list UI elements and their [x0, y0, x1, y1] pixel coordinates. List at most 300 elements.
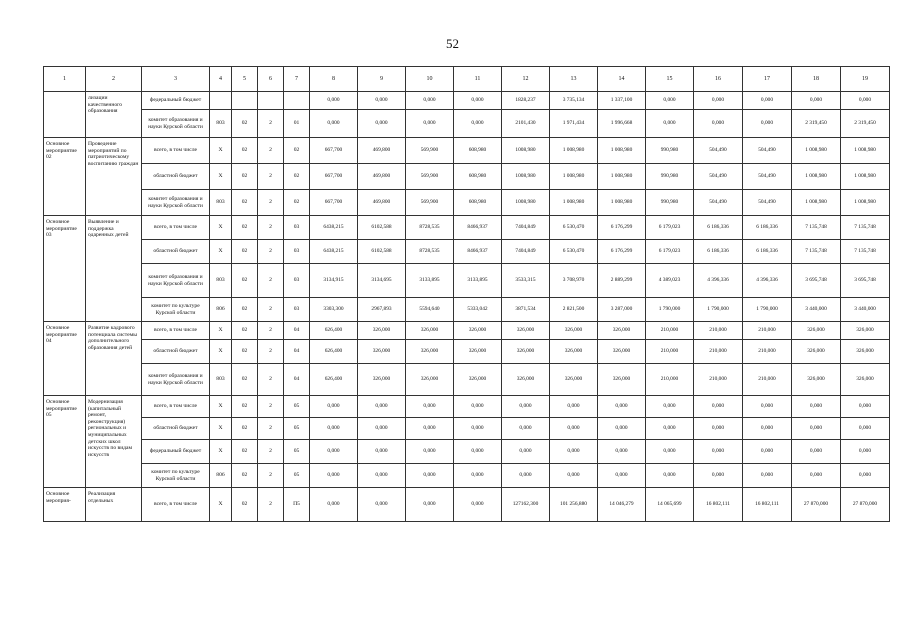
- code-cell: 02: [232, 340, 258, 364]
- amount-cell: 326,000: [502, 364, 550, 396]
- amount-cell: 1 971,434: [550, 110, 598, 138]
- amount-cell: 5594,640: [406, 298, 454, 322]
- amount-cell: 0,000: [841, 440, 890, 464]
- amount-cell: 0,000: [743, 418, 792, 440]
- column-header: 12: [502, 67, 550, 92]
- amount-cell: 0,000: [454, 396, 502, 418]
- table-row: [44, 298, 890, 322]
- amount-cell: 0,000: [358, 488, 406, 522]
- column-header: 4: [210, 67, 232, 92]
- amount-cell: 0,000: [646, 440, 694, 464]
- column-header: 8: [310, 67, 358, 92]
- amount-cell: 7404,849: [502, 240, 550, 264]
- code-cell: 2: [258, 396, 284, 418]
- budget-table: [43, 66, 890, 522]
- amount-cell: 990,980: [646, 138, 694, 164]
- amount-cell: 0,000: [310, 110, 358, 138]
- amount-cell: 667,700: [310, 190, 358, 216]
- code-cell: 02: [232, 190, 258, 216]
- code-cell: 2: [258, 340, 284, 364]
- code-cell: 02: [232, 440, 258, 464]
- column-header: 19: [841, 67, 890, 92]
- amount-cell: 1 008,980: [598, 164, 646, 190]
- amount-cell: 210,000: [646, 322, 694, 340]
- code-cell: 02: [232, 396, 258, 418]
- activity-number-cell: Основное мероприятие 02: [44, 138, 86, 216]
- table-row: [44, 264, 890, 298]
- amount-cell: 7 135,748: [841, 240, 890, 264]
- code-cell: Х: [210, 396, 232, 418]
- amount-cell: 6 176,299: [598, 240, 646, 264]
- code-cell: 02: [232, 264, 258, 298]
- amount-cell: 2 319,450: [841, 110, 890, 138]
- amount-cell: 0,000: [454, 418, 502, 440]
- amount-cell: 210,000: [694, 364, 743, 396]
- amount-cell: 2101,430: [502, 110, 550, 138]
- code-cell: [210, 92, 232, 110]
- amount-cell: 0,000: [406, 110, 454, 138]
- code-cell: 2: [258, 298, 284, 322]
- amount-cell: 0,000: [358, 464, 406, 488]
- activity-name-cell: Выявление и поддержка одаренных детей: [86, 216, 142, 322]
- amount-cell: 210,000: [743, 340, 792, 364]
- amount-cell: 608,980: [454, 190, 502, 216]
- amount-cell: 0,000: [743, 440, 792, 464]
- amount-cell: 667,700: [310, 138, 358, 164]
- code-cell: 2: [258, 440, 284, 464]
- amount-cell: 7 135,748: [792, 216, 841, 240]
- amount-cell: 0,000: [792, 440, 841, 464]
- amount-cell: 0,000: [358, 110, 406, 138]
- table-row: [44, 396, 890, 418]
- amount-cell: 2 319,450: [792, 110, 841, 138]
- funding-source-cell: всего, в том числе: [142, 138, 210, 164]
- amount-cell: 1 008,980: [841, 138, 890, 164]
- code-cell: 2: [258, 240, 284, 264]
- amount-cell: 0,000: [310, 396, 358, 418]
- amount-cell: 667,700: [310, 164, 358, 190]
- amount-cell: 326,000: [358, 322, 406, 340]
- amount-cell: 1 790,000: [646, 298, 694, 322]
- amount-cell: 0,000: [743, 92, 792, 110]
- amount-cell: 1 337,100: [598, 92, 646, 110]
- column-header: 17: [743, 67, 792, 92]
- code-cell: [284, 92, 310, 110]
- code-cell: 2: [258, 190, 284, 216]
- amount-cell: 569,900: [406, 164, 454, 190]
- amount-cell: 3134,695: [358, 264, 406, 298]
- amount-cell: 0,000: [792, 418, 841, 440]
- code-cell: 03: [284, 240, 310, 264]
- amount-cell: 0,000: [792, 396, 841, 418]
- code-cell: 04: [284, 364, 310, 396]
- amount-cell: 0,000: [502, 396, 550, 418]
- amount-cell: 6438,215: [310, 240, 358, 264]
- amount-cell: 0,000: [792, 464, 841, 488]
- amount-cell: 1 008,980: [841, 164, 890, 190]
- amount-cell: 16 802,111: [694, 488, 743, 522]
- funding-source-cell: комитет образования и науки Курской области: [142, 110, 210, 138]
- activity-name-cell: Модернизация (капитальный ремонт, реконструкция) региональных и муниципальных детских школ искусств по видам искусств: [86, 396, 142, 488]
- amount-cell: 2967,893: [358, 298, 406, 322]
- header-row: [44, 67, 890, 92]
- column-header: 18: [792, 67, 841, 92]
- code-cell: 05: [284, 440, 310, 464]
- amount-cell: 0,000: [454, 464, 502, 488]
- activity-number-cell: Основное мероприя-: [44, 488, 86, 522]
- amount-cell: 1 008,980: [792, 190, 841, 216]
- amount-cell: 0,000: [454, 92, 502, 110]
- column-header: 5: [232, 67, 258, 92]
- table-body: [44, 67, 890, 522]
- amount-cell: 469,800: [358, 164, 406, 190]
- amount-cell: 0,000: [502, 418, 550, 440]
- amount-cell: 0,000: [598, 396, 646, 418]
- amount-cell: 3133,895: [454, 264, 502, 298]
- table-row: [44, 92, 890, 110]
- amount-cell: 210,000: [646, 364, 694, 396]
- amount-cell: 0,000: [841, 92, 890, 110]
- funding-source-cell: комитет образования и науки Курской области: [142, 364, 210, 396]
- code-cell: Х: [210, 340, 232, 364]
- code-cell: Х: [210, 138, 232, 164]
- table-row: [44, 138, 890, 164]
- amount-cell: 0,000: [743, 110, 792, 138]
- amount-cell: 0,000: [358, 418, 406, 440]
- amount-cell: 0,000: [310, 440, 358, 464]
- amount-cell: 569,900: [406, 190, 454, 216]
- code-cell: 2: [258, 216, 284, 240]
- amount-cell: 0,000: [694, 92, 743, 110]
- amount-cell: 1 996,668: [598, 110, 646, 138]
- code-cell: 02: [284, 190, 310, 216]
- code-cell: 02: [232, 464, 258, 488]
- amount-cell: 326,000: [454, 340, 502, 364]
- funding-source-cell: федеральный бюджет: [142, 440, 210, 464]
- amount-cell: 8466,937: [454, 216, 502, 240]
- amount-cell: 1 008,980: [792, 164, 841, 190]
- amount-cell: 1 790,000: [743, 298, 792, 322]
- code-cell: 803: [210, 190, 232, 216]
- code-cell: [232, 92, 258, 110]
- page-number: 52: [446, 36, 459, 51]
- amount-cell: 3 440,000: [841, 298, 890, 322]
- amount-cell: 3303,300: [310, 298, 358, 322]
- amount-cell: 0,000: [694, 418, 743, 440]
- amount-cell: 3 695,748: [792, 264, 841, 298]
- amount-cell: 6 186,336: [743, 216, 792, 240]
- code-cell: 05: [284, 418, 310, 440]
- amount-cell: 6438,215: [310, 216, 358, 240]
- amount-cell: 6102,588: [358, 240, 406, 264]
- amount-cell: 1828,237: [502, 92, 550, 110]
- amount-cell: 0,000: [358, 440, 406, 464]
- code-cell: П5: [284, 488, 310, 522]
- amount-cell: 7 135,748: [792, 240, 841, 264]
- amount-cell: 990,980: [646, 164, 694, 190]
- code-cell: 02: [232, 164, 258, 190]
- code-cell: 2: [258, 488, 284, 522]
- amount-cell: 3 287,000: [598, 298, 646, 322]
- amount-cell: 0,000: [454, 488, 502, 522]
- amount-cell: 1 790,000: [694, 298, 743, 322]
- amount-cell: 469,800: [358, 190, 406, 216]
- funding-source-cell: комитет по культуре Курской области: [142, 464, 210, 488]
- table-row: [44, 488, 890, 522]
- amount-cell: 6 530,470: [550, 240, 598, 264]
- amount-cell: 0,000: [310, 418, 358, 440]
- amount-cell: 326,000: [358, 364, 406, 396]
- amount-cell: 0,000: [792, 92, 841, 110]
- code-cell: 02: [284, 164, 310, 190]
- column-header: 10: [406, 67, 454, 92]
- amount-cell: 326,000: [792, 322, 841, 340]
- code-cell: Х: [210, 322, 232, 340]
- funding-source-cell: комитет по культуре Курской области: [142, 298, 210, 322]
- amount-cell: 3533,315: [502, 264, 550, 298]
- amount-cell: 0,000: [598, 440, 646, 464]
- amount-cell: 0,000: [841, 418, 890, 440]
- code-cell: 2: [258, 138, 284, 164]
- amount-cell: 0,000: [646, 110, 694, 138]
- column-header: 2: [86, 67, 142, 92]
- amount-cell: 16 802,111: [743, 488, 792, 522]
- code-cell: Х: [210, 440, 232, 464]
- column-header: 13: [550, 67, 598, 92]
- amount-cell: 0,000: [841, 464, 890, 488]
- amount-cell: 27 870,000: [792, 488, 841, 522]
- amount-cell: 0,000: [358, 92, 406, 110]
- code-cell: 03: [284, 298, 310, 322]
- code-cell: 02: [232, 322, 258, 340]
- amount-cell: 626,400: [310, 340, 358, 364]
- column-header: 1: [44, 67, 86, 92]
- amount-cell: 1008,980: [502, 164, 550, 190]
- code-cell: Х: [210, 488, 232, 522]
- amount-cell: 101 256,880: [550, 488, 598, 522]
- code-cell: 806: [210, 298, 232, 322]
- amount-cell: 4 396,336: [694, 264, 743, 298]
- column-header: 11: [454, 67, 502, 92]
- amount-cell: 626,400: [310, 364, 358, 396]
- amount-cell: 5333,042: [454, 298, 502, 322]
- code-cell: [258, 92, 284, 110]
- amount-cell: 469,800: [358, 138, 406, 164]
- code-cell: 03: [284, 264, 310, 298]
- code-cell: 2: [258, 322, 284, 340]
- amount-cell: 326,000: [598, 364, 646, 396]
- amount-cell: 504,490: [743, 190, 792, 216]
- amount-cell: 127162,300: [502, 488, 550, 522]
- code-cell: 04: [284, 340, 310, 364]
- amount-cell: 0,000: [694, 464, 743, 488]
- amount-cell: 3 695,748: [841, 264, 890, 298]
- code-cell: 02: [232, 418, 258, 440]
- amount-cell: 0,000: [598, 464, 646, 488]
- amount-cell: 326,000: [841, 364, 890, 396]
- funding-source-cell: всего, в том числе: [142, 216, 210, 240]
- code-cell: 2: [258, 164, 284, 190]
- code-cell: 03: [284, 216, 310, 240]
- amount-cell: 0,000: [310, 92, 358, 110]
- table-row: [44, 216, 890, 240]
- code-cell: 02: [232, 298, 258, 322]
- code-cell: 806: [210, 464, 232, 488]
- amount-cell: 3 708,970: [550, 264, 598, 298]
- amount-cell: 0,000: [743, 396, 792, 418]
- column-header: 6: [258, 67, 284, 92]
- funding-source-cell: всего, в том числе: [142, 488, 210, 522]
- funding-source-cell: областной бюджет: [142, 418, 210, 440]
- table-row: [44, 418, 890, 440]
- amount-cell: 504,490: [694, 190, 743, 216]
- amount-cell: 0,000: [694, 440, 743, 464]
- amount-cell: 0,000: [502, 440, 550, 464]
- code-cell: 2: [258, 264, 284, 298]
- code-cell: 02: [232, 240, 258, 264]
- code-cell: 2: [258, 418, 284, 440]
- code-cell: 02: [232, 138, 258, 164]
- amount-cell: 0,000: [454, 440, 502, 464]
- activity-number-cell: Основное мероприятие 04: [44, 322, 86, 396]
- amount-cell: 326,000: [550, 364, 598, 396]
- amount-cell: 0,000: [841, 396, 890, 418]
- amount-cell: 3 440,000: [792, 298, 841, 322]
- funding-source-cell: федеральный бюджет: [142, 92, 210, 110]
- amount-cell: 0,000: [550, 418, 598, 440]
- amount-cell: 0,000: [406, 464, 454, 488]
- activity-number-cell: [44, 92, 86, 138]
- amount-cell: 0,000: [310, 488, 358, 522]
- amount-cell: 326,000: [454, 322, 502, 340]
- amount-cell: 8728,535: [406, 216, 454, 240]
- amount-cell: 14 065,699: [646, 488, 694, 522]
- column-header: 15: [646, 67, 694, 92]
- amount-cell: 0,000: [550, 396, 598, 418]
- amount-cell: 0,000: [646, 464, 694, 488]
- activity-name-cell: Развитие кадрового потенциала системы дополнительного образования детей: [86, 322, 142, 396]
- column-header: 14: [598, 67, 646, 92]
- funding-source-cell: комитет образования и науки Курской области: [142, 264, 210, 298]
- code-cell: 02: [232, 488, 258, 522]
- amount-cell: 504,490: [694, 138, 743, 164]
- amount-cell: 0,000: [358, 396, 406, 418]
- column-header: 16: [694, 67, 743, 92]
- amount-cell: 326,000: [358, 340, 406, 364]
- amount-cell: 326,000: [792, 364, 841, 396]
- activity-number-cell: Основное мероприятие 03: [44, 216, 86, 322]
- code-cell: 803: [210, 110, 232, 138]
- amount-cell: 1 008,980: [598, 138, 646, 164]
- amount-cell: 6 176,299: [598, 216, 646, 240]
- amount-cell: 4 396,336: [743, 264, 792, 298]
- amount-cell: 4 389,023: [646, 264, 694, 298]
- amount-cell: 6 186,336: [743, 240, 792, 264]
- activity-number-cell: Основное мероприятие 05: [44, 396, 86, 488]
- amount-cell: 1008,980: [502, 138, 550, 164]
- amount-cell: 326,000: [841, 322, 890, 340]
- amount-cell: 326,000: [406, 364, 454, 396]
- code-cell: 05: [284, 396, 310, 418]
- amount-cell: 326,000: [598, 322, 646, 340]
- amount-cell: 326,000: [502, 340, 550, 364]
- amount-cell: 326,000: [406, 322, 454, 340]
- amount-cell: 3133,895: [406, 264, 454, 298]
- amount-cell: 326,000: [550, 322, 598, 340]
- amount-cell: 27 870,000: [841, 488, 890, 522]
- amount-cell: 0,000: [406, 92, 454, 110]
- amount-cell: 1 008,980: [598, 190, 646, 216]
- code-cell: Х: [210, 418, 232, 440]
- code-cell: 05: [284, 464, 310, 488]
- amount-cell: 210,000: [743, 364, 792, 396]
- code-cell: 02: [284, 138, 310, 164]
- amount-cell: 608,980: [454, 138, 502, 164]
- amount-cell: 14 046,279: [598, 488, 646, 522]
- amount-cell: 326,000: [406, 340, 454, 364]
- code-cell: 803: [210, 364, 232, 396]
- amount-cell: 0,000: [694, 110, 743, 138]
- amount-cell: 210,000: [694, 322, 743, 340]
- amount-cell: 0,000: [406, 418, 454, 440]
- amount-cell: 6 186,336: [694, 216, 743, 240]
- activity-name-cell: Проведение мероприятий по патриотическому воспитанию граждан: [86, 138, 142, 216]
- amount-cell: 3871,534: [502, 298, 550, 322]
- activity-name-cell: лизации качественного образования: [86, 92, 142, 138]
- code-cell: Х: [210, 240, 232, 264]
- amount-cell: 0,000: [550, 464, 598, 488]
- amount-cell: 1 008,980: [841, 190, 890, 216]
- funding-source-cell: областной бюджет: [142, 340, 210, 364]
- amount-cell: 990,980: [646, 190, 694, 216]
- code-cell: 2: [258, 464, 284, 488]
- table-row: [44, 164, 890, 190]
- table-row: [44, 322, 890, 340]
- amount-cell: 1 008,980: [550, 164, 598, 190]
- amount-cell: 0,000: [550, 440, 598, 464]
- code-cell: 01: [284, 110, 310, 138]
- activity-name-cell: Реализация отдельных: [86, 488, 142, 522]
- amount-cell: 0,000: [694, 396, 743, 418]
- amount-cell: 210,000: [743, 322, 792, 340]
- amount-cell: 210,000: [646, 340, 694, 364]
- funding-source-cell: областной бюджет: [142, 240, 210, 264]
- amount-cell: 0,000: [598, 418, 646, 440]
- code-cell: 2: [258, 110, 284, 138]
- amount-cell: 0,000: [646, 396, 694, 418]
- funding-source-cell: областной бюджет: [142, 164, 210, 190]
- amount-cell: 6 179,023: [646, 216, 694, 240]
- amount-cell: 326,000: [792, 340, 841, 364]
- amount-cell: 326,000: [454, 364, 502, 396]
- table-row: [44, 190, 890, 216]
- table-row: [44, 240, 890, 264]
- amount-cell: 2 889,299: [598, 264, 646, 298]
- column-header: 9: [358, 67, 406, 92]
- amount-cell: 0,000: [454, 110, 502, 138]
- code-cell: 02: [232, 110, 258, 138]
- code-cell: 02: [232, 216, 258, 240]
- amount-cell: 2 821,500: [550, 298, 598, 322]
- table-row: [44, 464, 890, 488]
- code-cell: Х: [210, 216, 232, 240]
- table-row: [44, 340, 890, 364]
- funding-source-cell: всего, в том числе: [142, 396, 210, 418]
- amount-cell: 326,000: [502, 322, 550, 340]
- amount-cell: 608,980: [454, 164, 502, 190]
- amount-cell: 0,000: [310, 464, 358, 488]
- column-header: 7: [284, 67, 310, 92]
